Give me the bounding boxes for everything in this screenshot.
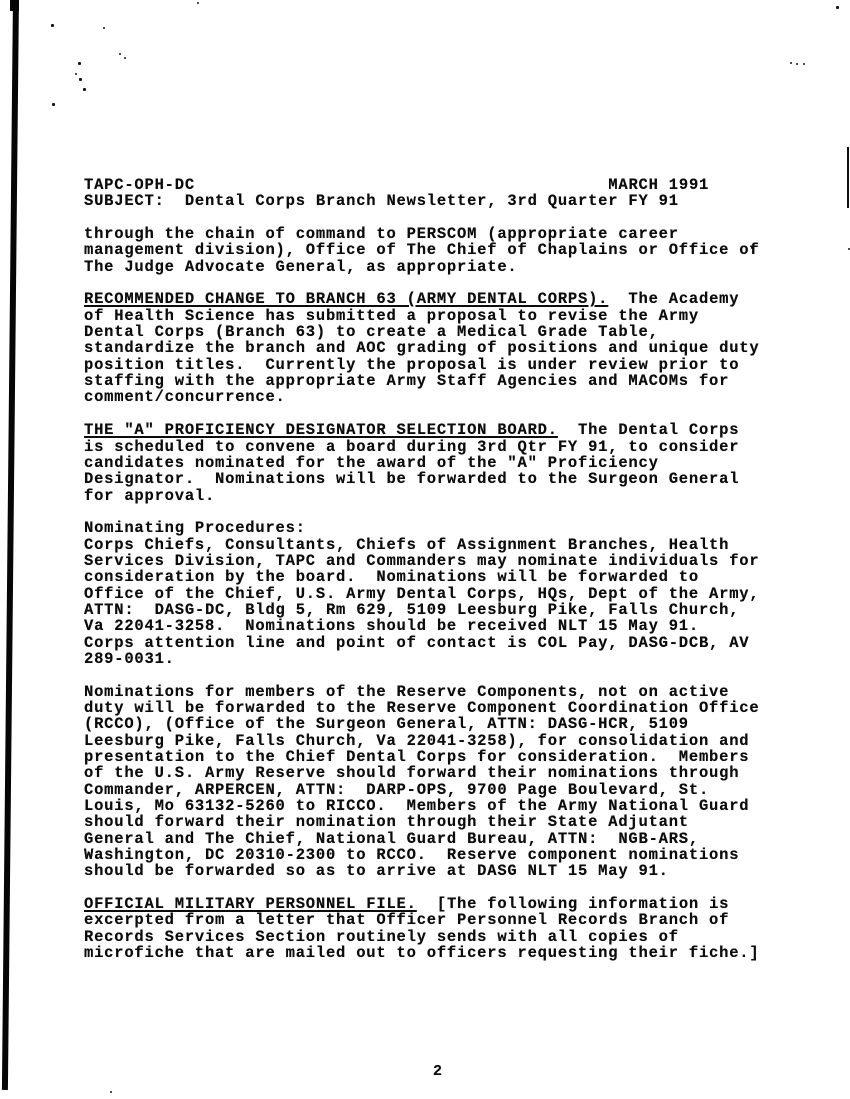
text-run: The Academy [608,290,740,309]
text-run: Designator. Nominations will be forwarded to the Surgeon General [84,470,740,489]
scan-speck [51,24,54,27]
text-run: for approval. [84,486,216,505]
scan-speck [79,78,82,81]
document-line [84,569,759,585]
document-line [84,831,759,847]
scan-speck [803,63,805,65]
text-run: Services Division, TAPC and Commanders may nominate individuals for [84,551,760,570]
document-line [84,782,759,798]
text-run: presentation to the Chief Dental Corps for consideration. Members [84,748,750,767]
text-run: of Health Science has submitted a proposal to revise the Army [84,306,699,325]
scan-speck [790,62,792,64]
text-run: management division), Office of The Chief of Chaplains or Office of [84,241,760,260]
scan-speck [78,62,81,65]
text-run: Office of the Chief, U.S. Army Dental Corps, HQs, Dept of the Army, [84,584,760,603]
scan-speck [83,88,86,91]
document-line [84,406,759,422]
page-number: 2 [433,1063,443,1080]
section-heading: RECOMMENDED CHANGE TO BRANCH 63 (ARMY DENTAL CORPS). [84,290,609,309]
text-run: duty will be forwarded to the Reserve Component Coordination Office [84,699,760,717]
document-line [84,373,759,389]
document-line [84,422,759,438]
text-run: excerpted from a letter that Officer Personnel Records Branch of [84,911,730,930]
document-line [84,847,759,863]
scan-speck [836,6,839,9]
document-line [84,210,759,226]
text-run: should forward their nomination through their State Adjutant [84,813,689,832]
document-line [84,275,759,291]
text-run [195,176,296,194]
document-line [84,733,759,749]
text-run: The Judge Advocate General, as appropriate. [84,257,518,276]
text-run: staffing with the appropriate Army Staff Agencies and MACOMs for [84,372,730,391]
text-run: should be forwarded so as to arrive at DASG NLT 15 May 91. [84,862,669,881]
scan-speck [52,103,55,106]
text-run: Leesburg Pike, Falls Church, Va 22041-3258), for consolidation and [84,731,750,750]
document-line [84,553,759,569]
document-line [84,291,759,307]
scan-speck [103,27,105,29]
document-line [84,929,759,945]
text-run: Dental Corps (Branch 63) to create a Medical Grade Table, [84,323,659,342]
document-line [84,635,759,651]
text-run: MARCH 1991 [598,176,710,194]
document-line [84,357,759,373]
document-line [84,340,759,356]
document-line [84,814,759,830]
text-run: microfiche that are mailed out to officers requesting their fiche.] [84,944,760,963]
document-line [84,667,759,683]
text-run: Va 22041-3258. Nominations should be received NLT 15 May 91. [84,617,699,636]
text-run: Nominating Procedures: [84,519,306,538]
document-line [84,586,759,602]
document-line [84,177,759,193]
document-line [84,520,759,536]
document-line [84,912,759,928]
scan-speck [110,1091,112,1093]
scan-edge-bar [2,0,19,1090]
text-run: Commander, ARPERCEN, ATTN: DARP-OPS, 9700 Page Boulevard, St. [84,780,710,799]
text-run [397,176,498,194]
text-run: candidates nominated for the award of the "A" Proficiency [84,453,659,472]
text-run: SUBJECT: Dental Corps Branch Newsletter, 3rd Quarter FY 91 [84,192,679,211]
text-run: 289-0031. [84,649,175,668]
document-line [84,471,759,487]
text-run: is scheduled to convene a board during 3rd Qtr FY 91, to consider [84,437,740,456]
scan-speck [75,73,77,75]
document-line [84,439,759,455]
document-line [84,896,759,912]
text-run: Records Services Section routinely sends with all copies of [84,927,679,946]
document-line [84,488,759,504]
document-line [84,324,759,340]
document-text [84,177,759,962]
text-run [497,176,598,194]
text-run [296,176,397,194]
scan-artifact-line [847,147,849,208]
document-line [84,749,759,765]
document-line [84,863,759,879]
document-line [84,798,759,814]
document-line [84,618,759,634]
document-line [84,389,759,405]
text-run: of the U.S. Army Reserve should forward their nominations through [84,764,740,783]
scan-speck [197,2,199,4]
document-line [84,684,759,700]
text-run: ATTN: DASG-DC, Bldg 5, Rm 629, 5109 Leesburg Pike, Falls Church, [84,600,740,619]
text-run: Nominations for members of the Reserve Components, not on active [84,682,730,701]
text-run: TAPC-OPH-DC [84,176,195,194]
text-run: standardize the branch and AOC grading of positions and unique duty [84,339,760,358]
document-line [84,308,759,324]
text-run: position titles. Currently the proposal is under review prior to [84,355,740,374]
document-line [84,259,759,275]
scan-speck [796,63,798,65]
document-line [84,193,759,209]
text-run: Louis, Mo 63132-5260 to RICCO. Members of the Army National Guard [84,797,750,816]
document-line [84,700,759,716]
text-run: Corps attention line and point of contact is COL Pay, DASG-DCB, AV [84,633,750,652]
scan-speck [119,53,121,55]
document-line [84,716,759,732]
document-line [84,945,759,961]
document-line [84,765,759,781]
document-line [84,504,759,520]
section-heading: THE "A" PROFICIENCY DESIGNATOR SELECTION BOARD. [84,421,558,440]
document-line [84,602,759,618]
section-heading: OFFICIAL MILITARY PERSONNEL FILE. [84,895,417,914]
text-run: consideration by the board. Nominations will be forwarded to [84,568,699,587]
text-run: Corps Chiefs, Consultants, Chiefs of Assignment Branches, Health [84,535,730,554]
text-run: Washington, DC 20310-2300 to RCCO. Reserve component nominations [84,846,740,865]
document-line [84,651,759,667]
text-run: The Dental Corps [557,421,740,440]
document-line [84,455,759,471]
text-run: General and The Chief, National Guard Bureau, ATTN: NGB-ARS, [84,829,699,848]
text-run: comment/concurrence. [84,388,286,407]
text-run: (RCCO), (Office of the Surgeon General, ATTN: DASG-HCR, 5109 [84,715,689,734]
document-line [84,537,759,553]
scan-speck [124,57,126,59]
document-line [84,226,759,242]
text-run: [The following information is [416,895,730,914]
text-run: through the chain of command to PERSCOM (appropriate career [84,225,679,244]
document-line [84,880,759,896]
document-line [84,242,759,258]
